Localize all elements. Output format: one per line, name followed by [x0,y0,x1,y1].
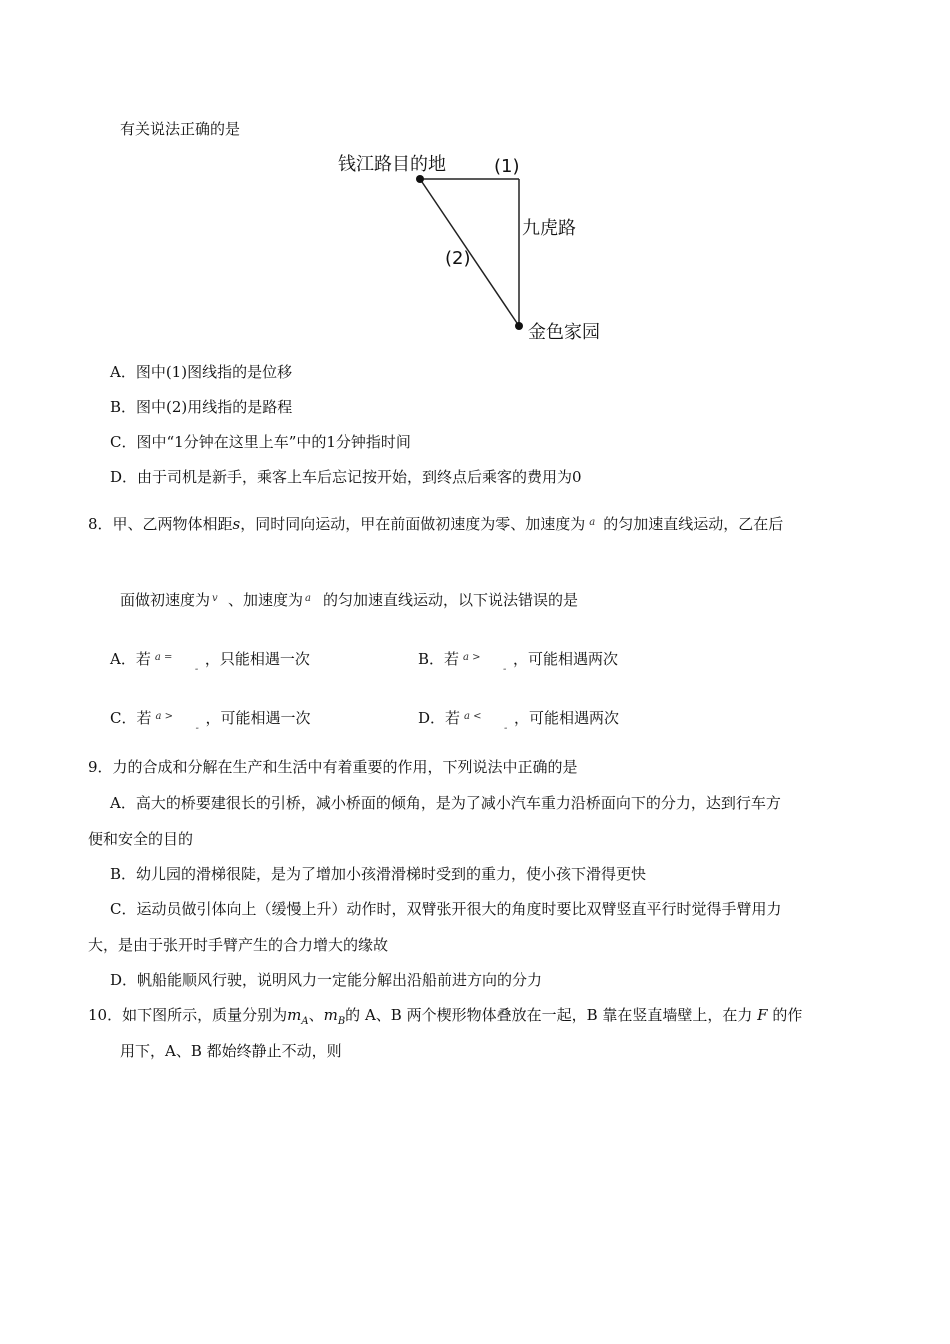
destination-label: 钱江路目的地 [338,154,446,175]
route-2-label: (2) [445,248,471,269]
q7-option-d: D．由于司机是新手，乘客上车后忘记按开始，到终点后乘客的费用为0 [110,468,582,486]
q8-option-b: B．若 a > - ，可能相遇两次 [418,650,619,675]
home-dot [515,322,523,330]
q10-stem-line2: 用下，A、B 都始终静止不动，则 [120,1042,342,1060]
q9-option-a-line1: A．高大的桥要建很长的引桥，减小桥面的倾角，是为了减小汽车重力沿桥面向下的分力，达到行车方 [110,794,781,812]
q9-option-b: B．幼儿园的滑梯很陡，是为了增加小孩滑滑梯时受到的重力，使小孩下滑得更快 [110,865,647,883]
q9-option-a-line2: 便和安全的目的 [88,830,194,848]
q9-option-c-line2: 大，是由于张开时手臂产生的合力增大的缘故 [88,936,389,954]
q9-option-d: D．帆船能顺风行驶，说明风力一定能分解出沿船前进方向的分力 [110,971,543,989]
road-label: 九虎路 [522,218,576,239]
q8-stem-line1: 8．甲、乙两物体相距s，同时同向运动，甲在前面做初速度为零、加速度为 a 的匀加速直线运动，乙在后 [88,515,784,533]
q9-stem: 9．力的合成和分解在生产和生活中有着重要的作用，下列说法中正确的是 [88,758,578,776]
route-1-label: (1) [494,156,520,177]
q8-option-d: D．若 a < - ，可能相遇两次 [418,709,620,734]
intro-line: 有关说法正确的是 [120,120,241,138]
q10-stem-line1: 10．如下图所示，质量分别为$m_A$、$m_B$的 A、B 两个楔形物体叠放在一起，B 靠在竖直墙壁上，在力 F 的作 [88,1006,803,1027]
destination-dot [416,175,424,183]
q8-option-c: C．若 a > - ，可能相遇一次 [110,709,311,734]
q7-option-a: A．图中(1)图线指的是位移 [110,363,293,381]
q7-option-c: C．图中“1分钟在这里上车”中的1分钟指时间 [110,433,411,451]
q7-option-b: B．图中(2)用线指的是路程 [110,398,293,416]
home-label: 金色家园 [528,322,600,343]
q8-option-a: A．若 a = - ，只能相遇一次 [110,650,310,675]
q9-option-c-line1: C．运动员做引体向上（缓慢上升）动作时，双臂张开很大的角度时要比双臂竖直平行时觉得手臂用力 [110,900,782,918]
q8-stem-line2: 面做初速度为 v 、加速度为 a 的匀加速直线运动，以下说法错误的是 [120,591,579,609]
